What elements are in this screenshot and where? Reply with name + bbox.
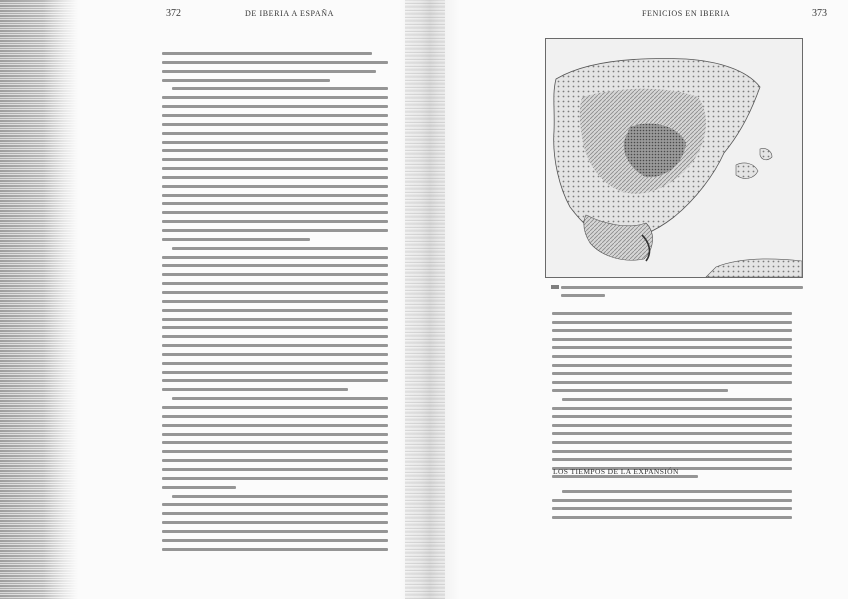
body-text-line — [552, 346, 792, 349]
body-text-line — [162, 211, 388, 214]
body-text-line — [552, 458, 792, 461]
body-text-line — [552, 312, 792, 315]
body-text-line — [162, 318, 388, 321]
body-text-line — [162, 141, 388, 144]
body-text-line — [552, 415, 792, 418]
body-text-line — [162, 202, 388, 205]
body-text-line — [552, 507, 792, 510]
body-text-line — [172, 87, 388, 90]
body-text-line — [162, 326, 388, 329]
body-text-line — [162, 105, 388, 108]
body-text-line — [162, 291, 388, 294]
body-text-line — [162, 132, 388, 135]
section-heading: LOS TIEMPOS DE LA EXPANSIÓN — [553, 467, 679, 476]
body-text-line — [162, 486, 236, 489]
body-text-line — [552, 441, 792, 444]
body-text-line — [162, 512, 388, 515]
caption-text-line — [561, 294, 605, 297]
body-text-line — [162, 149, 388, 152]
body-text-line — [552, 432, 792, 435]
body-text-line — [162, 264, 388, 267]
body-text-line — [162, 282, 388, 285]
body-text-line — [162, 406, 388, 409]
map-of-iberia-image — [546, 39, 802, 277]
body-text-line — [162, 344, 388, 347]
body-text-line — [162, 96, 388, 99]
body-text-line — [162, 185, 388, 188]
body-text-line — [162, 441, 388, 444]
body-text-line — [552, 389, 728, 392]
body-text-line — [552, 329, 792, 332]
body-text-line — [552, 321, 792, 324]
body-text-line — [162, 114, 388, 117]
body-text-line — [162, 158, 388, 161]
body-text-line — [162, 362, 388, 365]
body-text-line — [162, 424, 388, 427]
body-text-line — [162, 176, 388, 179]
body-text-line — [162, 256, 388, 259]
body-text-line — [162, 52, 372, 55]
body-text-line — [552, 364, 792, 367]
body-text-line — [162, 79, 330, 82]
body-text-line — [162, 123, 388, 126]
body-text-line — [162, 415, 388, 418]
body-text-line — [162, 388, 348, 391]
body-text-line — [552, 338, 792, 341]
body-text-line — [162, 548, 388, 551]
body-text-line — [552, 372, 792, 375]
figure-map — [545, 38, 803, 278]
body-text-line — [162, 309, 388, 312]
left-page-number: 372 — [166, 8, 181, 19]
body-text-line — [162, 433, 388, 436]
body-text-line — [552, 381, 792, 384]
body-text-line — [552, 450, 792, 453]
body-text-line — [172, 397, 388, 400]
body-text-line — [552, 424, 792, 427]
body-text-line — [162, 220, 388, 223]
body-text-line — [162, 61, 388, 64]
body-text-line — [172, 247, 388, 250]
body-text-line — [162, 300, 388, 303]
body-text-line — [162, 273, 388, 276]
body-text-line — [162, 468, 388, 471]
body-text-line — [162, 450, 388, 453]
right-page-number: 373 — [812, 8, 827, 19]
body-text-line — [162, 539, 388, 542]
body-text-line — [172, 495, 388, 498]
left-running-head: DE IBERIA A ESPAÑA — [245, 9, 334, 18]
right-running-head: FENICIOS EN IBERIA — [642, 9, 731, 18]
body-text-line — [562, 490, 792, 493]
body-text-line — [162, 353, 388, 356]
body-text-line — [162, 521, 388, 524]
body-text-line — [162, 530, 388, 533]
body-text-line — [552, 355, 792, 358]
body-text-line — [162, 70, 376, 73]
body-text-line — [552, 499, 792, 502]
body-text-line — [552, 516, 792, 519]
body-text-line — [162, 379, 388, 382]
body-text-line — [562, 398, 792, 401]
caption-text-line — [561, 286, 803, 289]
body-text-line — [162, 238, 310, 241]
body-text-line — [162, 477, 388, 480]
body-text-line — [162, 503, 388, 506]
body-text-line — [162, 371, 388, 374]
body-text-line — [162, 167, 388, 170]
body-text-line — [162, 229, 388, 232]
body-text-line — [552, 407, 792, 410]
body-text-line — [162, 335, 388, 338]
figure-caption-label-mark — [551, 285, 559, 289]
body-text-line — [162, 459, 388, 462]
body-text-line — [162, 194, 388, 197]
